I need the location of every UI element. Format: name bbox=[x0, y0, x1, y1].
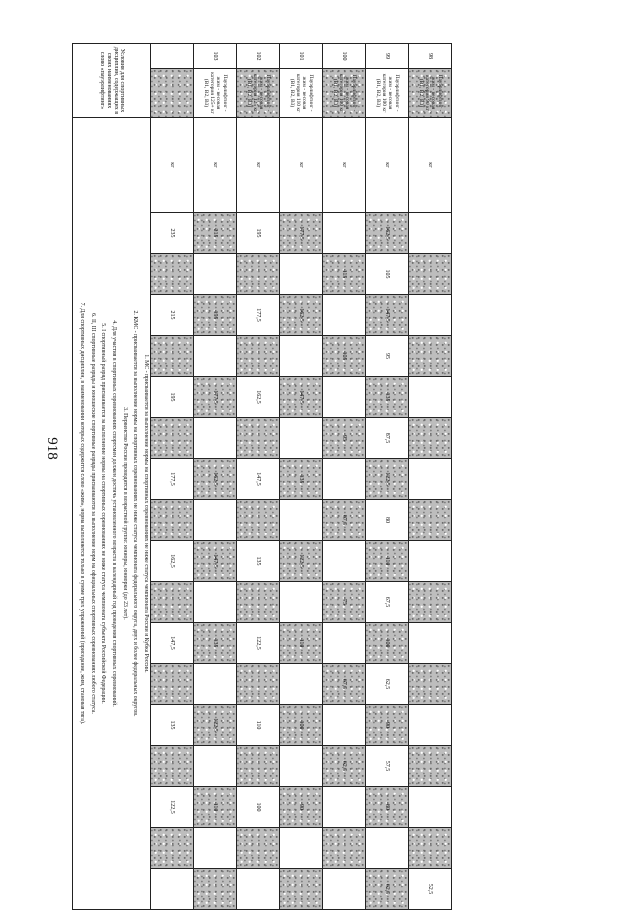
value-cell: 162,5 bbox=[151, 541, 194, 582]
value-cell bbox=[323, 705, 366, 746]
table-row bbox=[151, 44, 194, 910]
value-cell: 162,5 bbox=[366, 213, 409, 254]
value-cell bbox=[280, 254, 323, 295]
row-number: 99 bbox=[366, 44, 409, 69]
unit-cell: кг bbox=[151, 118, 194, 213]
value-cell bbox=[323, 295, 366, 336]
value-cell: 135 bbox=[194, 623, 237, 664]
row-number: 102 bbox=[237, 44, 280, 69]
unit-cell: кг bbox=[409, 118, 452, 213]
value-cell: 177,5 bbox=[151, 459, 194, 500]
value-cell: 100 bbox=[366, 623, 409, 664]
value-cell bbox=[323, 541, 366, 582]
row-number: 98 bbox=[409, 44, 452, 69]
value-cell: 162,5 bbox=[194, 459, 237, 500]
value-cell bbox=[194, 500, 237, 541]
value-cell bbox=[409, 418, 452, 459]
value-cell: 195 bbox=[237, 213, 280, 254]
value-cell: 87,5 bbox=[323, 500, 366, 541]
value-cell bbox=[280, 746, 323, 787]
note-item: 3. Первенство России проводится в возрастной группе: юниоры, юниорки (до 23 лет). bbox=[121, 407, 128, 620]
value-cell bbox=[409, 500, 452, 541]
note-item: 2. КМС - присваивается за выполнение нормы на спортивных соревнованиях не ниже статуса чемпионата федерального округа, двух и более федеральных округов. bbox=[132, 310, 139, 717]
value-cell bbox=[280, 582, 323, 623]
page-number: 918 bbox=[43, 437, 60, 460]
discipline-label: Пауэрлифтинг - жим - весовая категория 110 кг (В1, В2, В3) bbox=[280, 69, 323, 118]
note-item: 4. Для участия в спортивных соревнованиях спортсмен должен достичь установленного возраста в календарный год проведения спортивных соревнований. bbox=[111, 320, 118, 707]
value-cell: 100 bbox=[280, 705, 323, 746]
value-cell bbox=[409, 828, 452, 869]
value-cell bbox=[280, 828, 323, 869]
table-row bbox=[409, 44, 452, 910]
note-item: 7. Для спортивных дисциплин, в наименовании которых содержится слово «жим», норма выполняется только в сумме трех упражнений (приседание, жим, становая тяга). bbox=[79, 302, 86, 725]
value-cell: 100 bbox=[237, 787, 280, 828]
value-cell bbox=[280, 664, 323, 705]
table-row bbox=[280, 44, 323, 910]
discipline-label: Пауэрлифтинг - жим - весовая категория 100 кг (В1, В2, В3) bbox=[366, 69, 409, 118]
value-cell bbox=[237, 582, 280, 623]
value-cell: 195 bbox=[194, 295, 237, 336]
value-cell: 147,5 bbox=[151, 623, 194, 664]
value-cell bbox=[409, 377, 452, 418]
value-cell: 162,5 bbox=[237, 377, 280, 418]
value-cell bbox=[194, 664, 237, 705]
value-cell: 67,5 bbox=[323, 664, 366, 705]
row-number bbox=[151, 44, 194, 69]
value-cell bbox=[151, 254, 194, 295]
row-number: 101 bbox=[280, 44, 323, 69]
value-cell bbox=[409, 664, 452, 705]
unit-cell: кг bbox=[237, 118, 280, 213]
value-cell: 122,5 bbox=[151, 787, 194, 828]
value-cell: 195 bbox=[151, 377, 194, 418]
value-cell: 235 bbox=[151, 213, 194, 254]
value-cell bbox=[151, 869, 194, 910]
value-cell: 80 bbox=[366, 500, 409, 541]
value-cell: 147,5 bbox=[280, 377, 323, 418]
value-cell: 147,5 bbox=[237, 459, 280, 500]
value-cell bbox=[194, 582, 237, 623]
value-cell: 105 bbox=[323, 336, 366, 377]
value-cell bbox=[409, 705, 452, 746]
value-cell bbox=[194, 336, 237, 377]
conditions-title: Условия для спортивных дисциплин, содержащих в своих наименованиях слово «пауэрлифтинг» bbox=[73, 44, 151, 118]
row-number: 100 bbox=[323, 44, 366, 69]
discipline-label: Пауэрлифтинг - жим - весовая категория 125+ кг (В1, В2, В3) bbox=[194, 69, 237, 118]
value-cell bbox=[151, 500, 194, 541]
value-cell: 95 bbox=[323, 418, 366, 459]
discipline-label bbox=[151, 69, 194, 118]
table-row bbox=[237, 44, 280, 910]
value-cell: 177,5 bbox=[237, 295, 280, 336]
row-number: 103 bbox=[194, 44, 237, 69]
value-cell bbox=[151, 418, 194, 459]
value-cell: 135 bbox=[151, 705, 194, 746]
value-cell bbox=[409, 295, 452, 336]
value-cell: 135 bbox=[280, 459, 323, 500]
value-cell bbox=[323, 623, 366, 664]
discipline-label: Пауэрлифтинг - жим - весовая категория 125 кг (В1, В2, В3) bbox=[237, 69, 280, 118]
value-cell bbox=[151, 582, 194, 623]
standards-table bbox=[72, 43, 452, 910]
value-cell: 147,5 bbox=[366, 295, 409, 336]
value-cell: 110 bbox=[237, 705, 280, 746]
value-cell: 57,5 bbox=[366, 746, 409, 787]
value-cell: 90 bbox=[280, 787, 323, 828]
value-cell bbox=[194, 254, 237, 295]
notes-row bbox=[73, 44, 151, 910]
value-cell bbox=[409, 623, 452, 664]
value-cell bbox=[409, 254, 452, 295]
table-row bbox=[194, 44, 237, 910]
note-item: 6. II, III спортивные разряды и юношеские спортивные разряды присваиваются за выполнение норм на официальных спортивных соревнованиях любого статуса. bbox=[89, 313, 96, 714]
value-cell bbox=[323, 869, 366, 910]
value-cell: 147,5 bbox=[194, 541, 237, 582]
value-cell: 215 bbox=[194, 213, 237, 254]
value-cell bbox=[409, 336, 452, 377]
value-cell: 122,5 bbox=[280, 541, 323, 582]
value-cell bbox=[237, 336, 280, 377]
note-item: 1. МС - присваивается за выполнение нормы на спортивных соревнованиях не ниже статуса чемпионата России и Кубка России. bbox=[143, 354, 149, 673]
value-cell bbox=[151, 664, 194, 705]
value-cell: 75 bbox=[323, 582, 366, 623]
value-cell bbox=[151, 746, 194, 787]
value-cell bbox=[409, 582, 452, 623]
value-cell bbox=[237, 828, 280, 869]
value-cell: 95 bbox=[366, 336, 409, 377]
value-cell bbox=[237, 254, 280, 295]
value-cell: 135 bbox=[237, 541, 280, 582]
value-cell bbox=[151, 828, 194, 869]
value-cell bbox=[409, 746, 452, 787]
note-item: 5. I спортивный разряд присваивается за выполнение нормы на спортивных соревнованиях не ниже статуса чемпионата субъекта Российской Федерации. bbox=[100, 323, 107, 704]
value-cell: 62,5 bbox=[366, 869, 409, 910]
value-cell bbox=[237, 869, 280, 910]
value-cell bbox=[280, 418, 323, 459]
value-cell: 105 bbox=[366, 254, 409, 295]
value-cell bbox=[194, 828, 237, 869]
unit-cell: кг bbox=[194, 118, 237, 213]
value-cell: 115 bbox=[323, 254, 366, 295]
value-cell bbox=[323, 377, 366, 418]
value-cell bbox=[323, 213, 366, 254]
value-cell bbox=[194, 746, 237, 787]
value-cell: 177,5 bbox=[280, 213, 323, 254]
value-cell: 90 bbox=[366, 705, 409, 746]
value-cell: 62,5 bbox=[366, 664, 409, 705]
value-cell bbox=[366, 828, 409, 869]
table-row bbox=[366, 44, 409, 910]
value-cell: 135 bbox=[366, 377, 409, 418]
value-cell bbox=[194, 869, 237, 910]
value-cell: 215 bbox=[151, 295, 194, 336]
value-cell: 52,5 bbox=[409, 869, 452, 910]
value-cell bbox=[323, 459, 366, 500]
value-cell: 110 bbox=[366, 541, 409, 582]
value-cell bbox=[409, 541, 452, 582]
unit-cell: кг bbox=[280, 118, 323, 213]
value-cell bbox=[323, 828, 366, 869]
value-cell: 177,5 bbox=[194, 377, 237, 418]
value-cell: 122,5 bbox=[366, 459, 409, 500]
value-cell bbox=[409, 787, 452, 828]
value-cell bbox=[323, 787, 366, 828]
notes-list bbox=[73, 118, 151, 910]
value-cell bbox=[237, 418, 280, 459]
unit-cell: кг bbox=[366, 118, 409, 213]
value-cell bbox=[280, 336, 323, 377]
value-cell: 62,5 bbox=[323, 746, 366, 787]
value-cell bbox=[409, 213, 452, 254]
value-cell bbox=[280, 869, 323, 910]
value-cell: 162,5 bbox=[280, 295, 323, 336]
value-cell: 110 bbox=[194, 787, 237, 828]
value-cell: 67,5 bbox=[366, 582, 409, 623]
value-cell bbox=[194, 418, 237, 459]
value-cell bbox=[151, 336, 194, 377]
value-cell: 110 bbox=[280, 623, 323, 664]
rotated-table-sheet bbox=[64, 43, 452, 895]
value-cell: 80 bbox=[366, 787, 409, 828]
value-cell: 122,5 bbox=[194, 705, 237, 746]
value-cell bbox=[280, 500, 323, 541]
value-cell bbox=[237, 664, 280, 705]
value-cell: 122,5 bbox=[237, 623, 280, 664]
value-cell: 87,5 bbox=[366, 418, 409, 459]
discipline-label: Пауэрлифтинг - жим - весовая категория 100 кг (В1, В2, В3) bbox=[323, 69, 366, 118]
discipline-label: Пауэрлифтинг - жим - весовая категория 90 кг (В1, В2, В3) bbox=[409, 69, 452, 118]
value-cell bbox=[409, 459, 452, 500]
value-cell bbox=[237, 746, 280, 787]
unit-cell: кг bbox=[323, 118, 366, 213]
table-row bbox=[323, 44, 366, 910]
value-cell bbox=[237, 500, 280, 541]
